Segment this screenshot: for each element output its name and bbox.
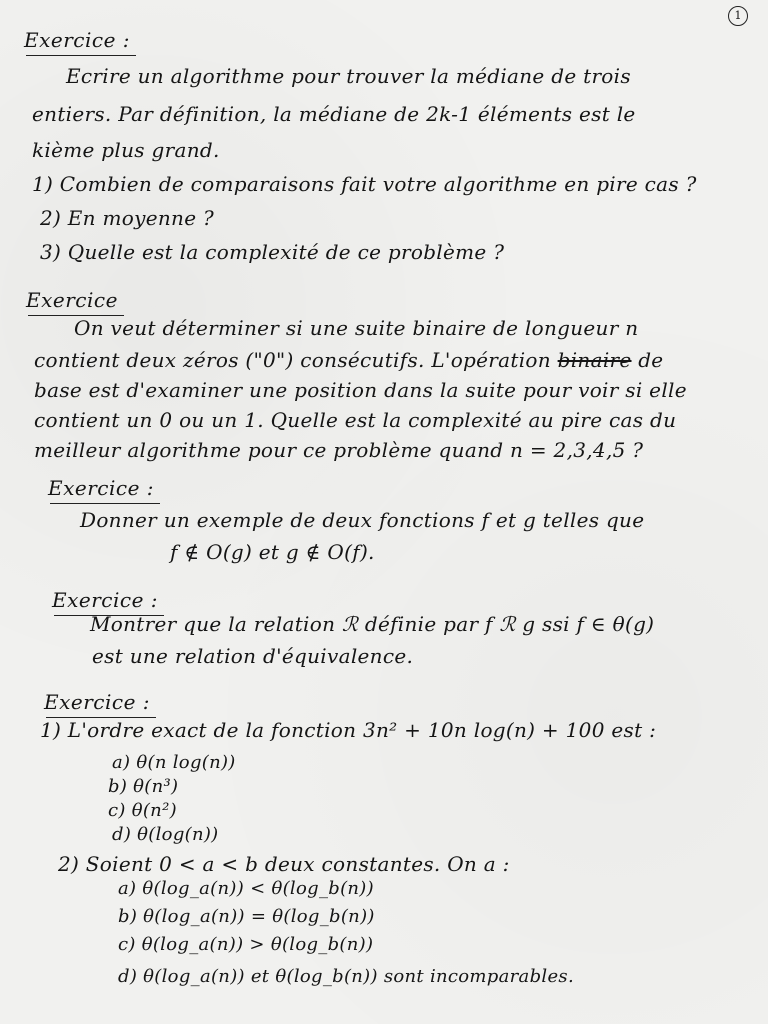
exercise-2-line-text: de xyxy=(638,348,664,372)
exercise-4-title: Exercice : xyxy=(52,588,159,612)
exercise-2-line: On veut déterminer si une suite binaire de longueur n xyxy=(74,316,639,340)
exercise-2-line-text: contient deux zéros ("0") consécutifs. L'opération xyxy=(34,348,551,372)
exercise-5-title: Exercice : xyxy=(44,690,151,714)
exercise-1-line: kième plus grand. xyxy=(32,138,220,162)
exercise-2-line xyxy=(34,348,663,372)
exercise-3-title: Exercice : xyxy=(48,476,155,500)
exercise-5-question: 1) L'ordre exact de la fonction 3n² + 10n log(n) + 100 est : xyxy=(40,718,657,742)
exercise-2-line: meilleur algorithme pour ce problème quand n = 2,3,4,5 ? xyxy=(34,438,644,462)
struck-word: binaire xyxy=(557,348,632,372)
exercise-5-option: c) θ(n²) xyxy=(108,800,177,821)
exercise-1-question: 3) Quelle est la complexité de ce problème ? xyxy=(40,240,505,264)
exercise-5-option: a) θ(n log(n)) xyxy=(112,752,236,773)
exercise-5-option: c) θ(log_a(n)) > θ(log_b(n)) xyxy=(118,934,374,955)
exercise-3-line: Donner un exemple de deux fonctions f et g telles que xyxy=(80,508,645,532)
page-number: 1 xyxy=(728,6,748,26)
exercise-4-line: est une relation d'équivalence. xyxy=(92,644,414,668)
exercise-5-option: a) θ(log_a(n)) < θ(log_b(n)) xyxy=(118,878,374,899)
exercise-4-line: Montrer que la relation ℛ définie par f ℛ g ssi f ∈ θ(g) xyxy=(90,612,655,636)
exercise-5-option: d) θ(log(n)) xyxy=(112,824,219,845)
exercise-2-title: Exercice xyxy=(26,288,118,312)
exercise-1-question: 1) Combien de comparaisons fait votre algorithme en pire cas ? xyxy=(32,172,697,196)
exercise-1-question: 2) En moyenne ? xyxy=(40,206,215,230)
exercise-3-line: f ∉ O(g) et g ∉ O(f). xyxy=(170,540,375,564)
exercise-5-option: b) θ(n³) xyxy=(108,776,179,797)
exercise-1-line: Ecrire un algorithme pour trouver la médiane de trois xyxy=(66,64,631,88)
exercise-5-question: 2) Soient 0 < a < b deux constantes. On a : xyxy=(58,852,510,876)
exercise-5-option: d) θ(log_a(n)) et θ(log_b(n)) sont incomparables. xyxy=(118,966,574,987)
exercise-2-line: base est d'examiner une position dans la suite pour voir si elle xyxy=(34,378,687,402)
exercise-5-option: b) θ(log_a(n)) = θ(log_b(n)) xyxy=(118,906,375,927)
exercise-1-title: Exercice : xyxy=(24,28,131,52)
exercise-1-line: entiers. Par définition, la médiane de 2k-1 éléments est le xyxy=(32,102,636,126)
exercise-2-line: contient un 0 ou un 1. Quelle est la complexité au pire cas du xyxy=(34,408,677,432)
